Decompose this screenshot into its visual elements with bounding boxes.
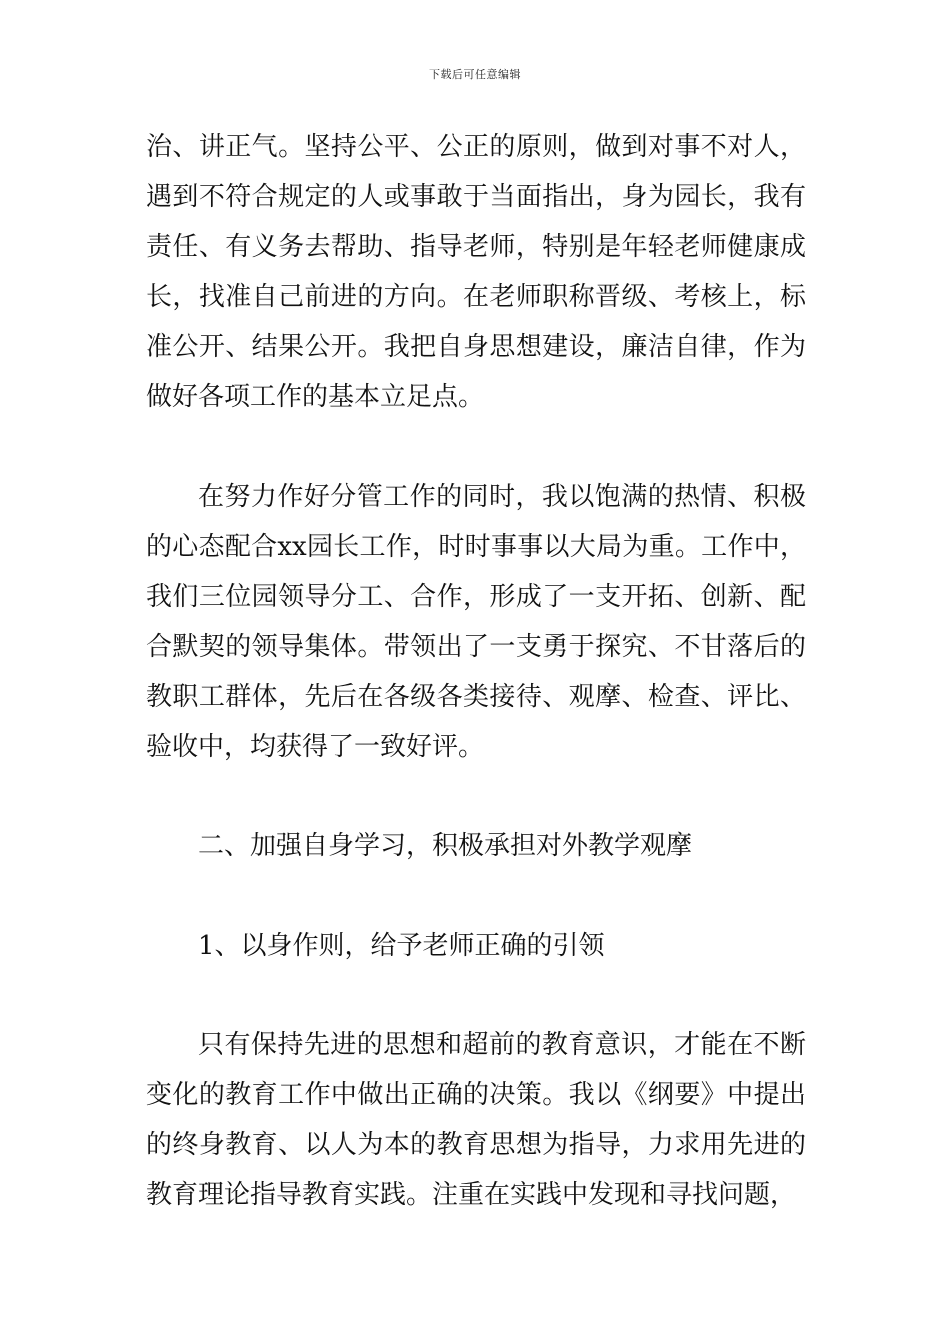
paragraph-continuation: 治、讲正气。坚持公平、公正的原则，做到对事不对人，遇到不符合规定的人或事敢于当面指出，身为园长，我有责任、有义务去帮助、指导老师，特别是年轻老师健康成长，找准自己前进的方向。在老师职称晋级、考核上，标准公开、结果公开。我把自身思想建设，廉洁自律，作为做好各项工作的基本立足点。 [146,132,806,412]
paragraph-cooperation: 在努力作好分管工作的同时，我以饱满的热情、积极的心态配合xx园长工作，时时事事以大局为重。工作中，我们三位园领导分工、合作，形成了一支开拓、创新、配合默契的领导集体。带领出了一支勇于探究、不甘落后的教职工群体，先后在各级各类接待、观摩、检查、评比、验收中，均获得了一致好评。 [146,482,806,762]
section-heading: 二、加强自身学习，积极承担对外教学观摩 [198,831,693,861]
subsection-heading: 1、以身作则，给予老师正确的引领 [198,931,605,961]
header-note: 下载后可任意编辑 [429,68,521,81]
paragraph-education: 只有保持先进的思想和超前的教育意识，才能在不断变化的教育工作中做出正确的决策。我以《纲要》中提出的终身教育、以人为本的教育思想为指导，力求用先进的教育理论指导教育实践。注重在实践中发现和寻找问题， [146,1030,806,1210]
